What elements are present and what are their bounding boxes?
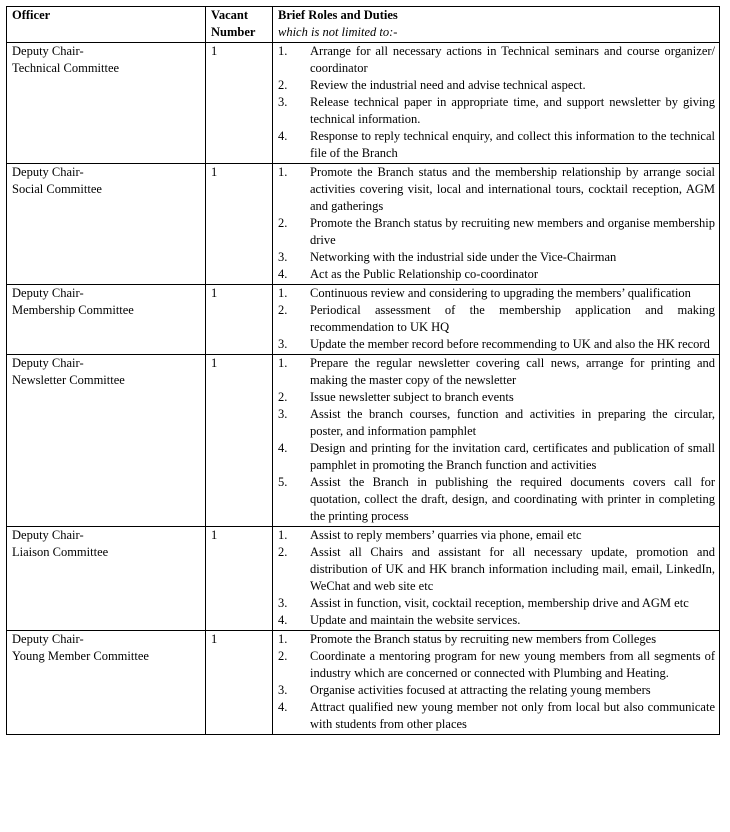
officer-cell	[7, 43, 206, 164]
duty-text: Continuous review and considering to upgrading the members’ qualification	[310, 286, 691, 300]
officer-cell	[7, 527, 206, 631]
duty-text: Update the member record before recommending to UK and also the HK record	[310, 337, 710, 351]
list-item	[278, 474, 715, 525]
duty-text: Coordinate a mentoring program for new young members from all segments of industry which are concerned or connected with Plumbing and Heating.	[310, 649, 715, 680]
duty-text: Arrange for all necessary actions in Technical seminars and course organizer/ coordinator	[310, 44, 715, 75]
officer-title-line: Deputy Chair-	[12, 356, 84, 370]
duty-number: 1.	[278, 632, 288, 646]
duty-text: Update and maintain the website services.	[310, 613, 521, 627]
duty-number: 2.	[278, 649, 288, 663]
duty-number: 1.	[278, 165, 288, 179]
table-row	[7, 164, 720, 285]
header-vacant-number	[206, 7, 273, 43]
list-item	[278, 682, 715, 699]
duty-text: Promote the Branch status and the membership relationship by arrange social activities covering visit, local and international tours, cocktail reception, AGM and gatherings	[310, 165, 715, 213]
duty-text: Organise activities focused at attracting the relating young members	[310, 683, 651, 697]
duty-text: Promote the Branch status by recruiting new members from Colleges	[310, 632, 657, 646]
duty-number: 3.	[278, 407, 288, 421]
duties-list	[278, 527, 715, 629]
duty-number: 2.	[278, 216, 288, 230]
vacant-number-cell: 1	[206, 164, 273, 285]
duty-number: 4.	[278, 129, 288, 143]
officer-cell	[7, 164, 206, 285]
list-item	[278, 648, 715, 682]
officer-cell	[7, 355, 206, 527]
officer-title-line: Deputy Chair-	[12, 44, 84, 58]
vacant-number-cell: 1	[206, 43, 273, 164]
vacant-number-cell: 1	[206, 527, 273, 631]
duty-text: Promote the Branch status by recruiting new members and organise membership drive	[310, 216, 715, 247]
duties-cell	[273, 164, 720, 285]
duties-cell	[273, 355, 720, 527]
duties-cell	[273, 527, 720, 631]
list-item	[278, 215, 715, 249]
list-item	[278, 406, 715, 440]
duty-number: 2.	[278, 78, 288, 92]
officer-title-line: Deputy Chair-	[12, 286, 84, 300]
header-duties-subtitle: which is not limited to:-	[278, 25, 398, 39]
duties-cell	[273, 631, 720, 735]
officer-title-line: Newsletter Committee	[12, 373, 125, 387]
duties-list	[278, 355, 715, 525]
duties-cell	[273, 285, 720, 355]
duty-text: Review the industrial need and advise technical aspect.	[310, 78, 586, 92]
list-item	[278, 164, 715, 215]
duty-number: 4.	[278, 267, 288, 281]
officer-title-line: Technical Committee	[12, 61, 120, 75]
list-item	[278, 128, 715, 162]
table-body	[7, 43, 720, 735]
officer-title-line: Deputy Chair-	[12, 165, 84, 179]
duty-number: 1.	[278, 528, 288, 542]
roles-table	[6, 6, 720, 735]
duties-list	[278, 631, 715, 733]
duty-text: Prepare the regular newsletter covering call news, arrange for printing and making the master copy of the newsletter	[310, 356, 715, 387]
officer-cell	[7, 285, 206, 355]
duty-number: 2.	[278, 545, 288, 559]
duty-text: Release technical paper in appropriate time, and support newsletter by giving technical information.	[310, 95, 715, 126]
officer-cell	[7, 631, 206, 735]
list-item	[278, 285, 715, 302]
table-row	[7, 355, 720, 527]
list-item	[278, 440, 715, 474]
list-item	[278, 699, 715, 733]
header-vacant-line2: Number	[211, 25, 256, 39]
table-row	[7, 631, 720, 735]
duty-number: 3.	[278, 683, 288, 697]
duty-number: 1.	[278, 286, 288, 300]
duty-text: Attract qualified new young member not only from local but also communicate with students from other places	[310, 700, 715, 731]
header-officer	[7, 7, 206, 43]
duty-number: 4.	[278, 700, 288, 714]
duty-text: Design and printing for the invitation card, certificates and publication of small pamphlet in promoting the Branch function and activities	[310, 441, 715, 472]
list-item	[278, 612, 715, 629]
duty-number: 1.	[278, 44, 288, 58]
officer-title-line: Young Member Committee	[12, 649, 149, 663]
duty-number: 3.	[278, 95, 288, 109]
list-item	[278, 355, 715, 389]
duty-text: Assist in function, visit, cocktail reception, membership drive and AGM etc	[310, 596, 689, 610]
duty-text: Act as the Public Relationship co-coordinator	[310, 267, 539, 281]
table-row	[7, 43, 720, 164]
list-item	[278, 43, 715, 77]
header-vacant-line1: Vacant	[211, 8, 249, 22]
list-item	[278, 266, 715, 283]
list-item	[278, 94, 715, 128]
duty-text: Assist all Chairs and assistant for all necessary update, promotion and distribution of UK and HK branch information including mail, email, LinkedIn, WeChat and web site etc	[310, 545, 715, 593]
table-row	[7, 285, 720, 355]
officer-title-line: Membership Committee	[12, 303, 134, 317]
duty-number: 3.	[278, 596, 288, 610]
duty-text: Networking with the industrial side under the Vice-Chairman	[310, 250, 617, 264]
officer-title-line: Deputy Chair-	[12, 528, 84, 542]
vacant-number-cell: 1	[206, 631, 273, 735]
list-item	[278, 336, 715, 353]
duty-number: 2.	[278, 390, 288, 404]
header-officer-label: Officer	[12, 8, 51, 22]
duty-text: Assist the Branch in publishing the required documents covers call for quotation, collect the draft, design, and coordinating with printer in completing the printing process	[310, 475, 715, 523]
duty-number: 4.	[278, 613, 288, 627]
officer-title-line: Social Committee	[12, 182, 102, 196]
duty-number: 5.	[278, 475, 288, 489]
duty-number: 3.	[278, 250, 288, 264]
duties-list	[278, 43, 715, 162]
duty-text: Assist to reply members’ quarries via phone, email etc	[310, 528, 582, 542]
vacant-number-cell: 1	[206, 285, 273, 355]
officer-title-line: Liaison Committee	[12, 545, 109, 559]
duty-number: 2.	[278, 303, 288, 317]
duty-number: 1.	[278, 356, 288, 370]
list-item	[278, 77, 715, 94]
duty-text: Assist the branch courses, function and activities in preparing the circular, poster, and information pamphlet	[310, 407, 715, 438]
list-item	[278, 302, 715, 336]
duties-list	[278, 164, 715, 283]
list-item	[278, 595, 715, 612]
table-row	[7, 527, 720, 631]
officer-title-line: Deputy Chair-	[12, 632, 84, 646]
duty-number: 3.	[278, 337, 288, 351]
duty-text: Issue newsletter subject to branch events	[310, 390, 514, 404]
duty-text: Response to reply technical enquiry, and collect this information to the technical file of the Branch	[310, 129, 715, 160]
list-item	[278, 249, 715, 266]
list-item	[278, 389, 715, 406]
duties-list	[278, 285, 715, 353]
list-item	[278, 527, 715, 544]
header-duties-title: Brief Roles and Duties	[278, 8, 398, 22]
duties-cell	[273, 43, 720, 164]
duty-text: Periodical assessment of the membership application and making recommendation to UK HQ	[310, 303, 715, 334]
duty-number: 4.	[278, 441, 288, 455]
table-header-row	[7, 7, 720, 43]
list-item	[278, 544, 715, 595]
vacant-number-cell: 1	[206, 355, 273, 527]
list-item	[278, 631, 715, 648]
header-duties	[273, 7, 720, 43]
